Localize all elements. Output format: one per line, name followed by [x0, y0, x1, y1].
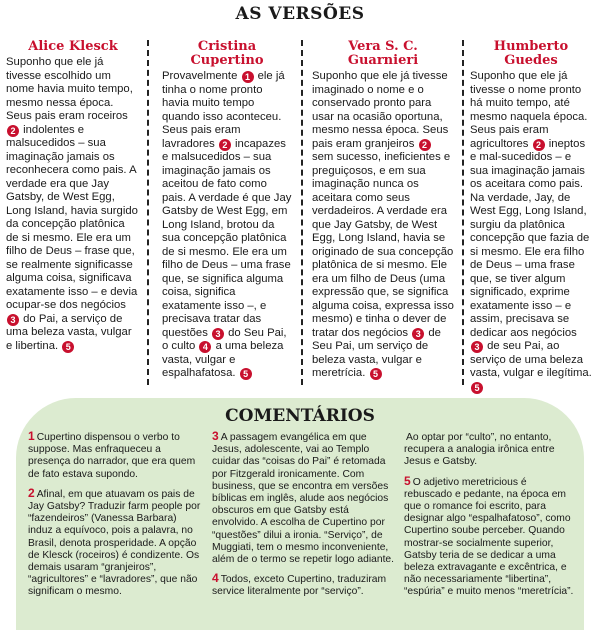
comment-item: Ao optar por “culto”, no entanto, recupera a analogia irônica entre Jesus e Gatsby. [404, 432, 555, 468]
note-marker-3: 3 [212, 328, 224, 340]
version-text: Provavelmente 1 ele já tinha o nome pronto havia muito tempo quando isso aconteceu. Seus pais eram lavradores 2 incapazes e malsucedidos – sua imaginação jamais os aceitou de fato como pais. A verdade é que Jay Gatsby de West Egg, em Long Island, brotou da sua concepção platônica de si mesmo. Ele era um filho de Deus – uma frase que, se significa alguma coisa, significa exatamente isso –, e precisava tratar das questões 3 do Seu Pai, o culto 4 a uma beleza vasta, vulgar e espalhafatosa. 5 [162, 70, 292, 379]
note-marker-3: 3 [7, 314, 19, 326]
translator-name: Humberto Guedes [493, 39, 569, 68]
version-column-cupertino [162, 40, 292, 381]
version-column-guedes [470, 40, 592, 394]
note-marker-3: 3 [412, 328, 424, 340]
translator-name: Vera S. C. Guarnieri [347, 39, 419, 68]
note-marker-4: 4 [199, 341, 211, 353]
note-marker-5: 5 [471, 382, 483, 394]
note-marker-2: 2 [533, 139, 545, 151]
version-text: Suponho que ele já tivesse imaginado o nome e o conservado pronto para usar na ocasião oportuna, mesmo nessa época. Seus pais eram granjeiros 2 sem sucesso, ineficientes e preguiçosos, e em sua imaginação nunca os aceitara como seus verdadeiros. A verdade era que Jay Gatsby, de West Egg, Long Island, havia se originado de sua concepção platônica de si mesmo. Ele era um filho de Deus (uma expressão que, se significa alguma coisa, expressa isso mesmo) e tinha o dever de tratar dos negócios 3 de Seu Pai, um serviço de beleza vasta, vulgar e meretrícia. 5 [312, 70, 454, 379]
comment-item: 5 O adjetivo meretricious é rebuscado e pedante, na época em que o romance foi escrito, para designar algo “espalhafatoso”, como Cupertino soube perceber. Quando mostrar-se socialmente superior, Gatsby teria de se dedicar a uma beleza extravagante e excêntrica, e não necessariamente “libertina”, “espúria” e muito menos “meretrícia”. [404, 473, 574, 598]
column-divider [462, 40, 464, 385]
comments-column-3 [404, 430, 576, 605]
note-marker-2: 2 [7, 125, 19, 137]
version-text: Suponho que ele já tivesse escolhido um nome havia muito tempo, mesmo nessa época. Seus pais eram roceiros 2 indolentes e malsucedidos – sua imaginação jamais os reconhecera como pais. A verdade era que Jay Gatsby, de West Egg, Long Island, havia surgido da concepção platônica de si mesmo. Ele era um filho de Deus – frase que, se realmente significasse alguma coisa, significava exatamente isso – e devia ocupar-se dos negócios 3 do Pai, a serviço de uma beleza vasta, vulgar e libertina. 5 [6, 56, 138, 352]
comment-item: 1 Cupertino dispensou o verbo to suppose. Mas enfraqueceu a presença do narrador, que era quem de fato estava supondo. [28, 429, 196, 480]
version-column-klesck [6, 40, 140, 353]
note-marker-2: 2 [219, 139, 231, 151]
translator-name: Cristina Cupertino [190, 39, 264, 68]
version-text: Suponho que ele já tivesse o nome pronto há muito tempo, até mesmo naquela época. Seus pais eram agricultores 2 ineptos e mal-sucedidos – e sua imaginação jamais os aceitara como pais. Na verdade, Jay, de West Egg, Long Island, surgiu da platônica concepção que fazia de si mesmo. Ele era filho de Deus – uma frase que, se tiver algum significado, exprime exatamente isso – e assim, precisava se dedicar aos negócios 3 de seu Pai, ao serviço de uma beleza vasta, vulgar e ilegítima. 5 [470, 70, 592, 393]
note-marker-2: 2 [419, 139, 431, 151]
note-marker-3: 3 [471, 341, 483, 353]
translator-name: Alice Klesck [28, 39, 118, 54]
comment-item: 4 Todos, exceto Cupertino, traduziram service literalmente por “serviço”. [212, 571, 387, 598]
comments-column-2 [212, 430, 396, 605]
column-divider [147, 40, 149, 385]
comments-panel [16, 398, 584, 630]
note-marker-5: 5 [240, 368, 252, 380]
column-divider [301, 40, 303, 385]
note-marker-5: 5 [62, 341, 74, 353]
page-title: AS VERSÕES [235, 4, 365, 24]
comment-item: 3 A passagem evangélica em que Jesus, adolescente, vai ao Templo cuidar das “coisas do Pai” é retomada por Fitzgerald ironicamente. Com business, que se encontra em versões bíblicas em inglês, alude aos negócios obscuros em que Gatsby está envolvido. A escolha de Cupertino por “questões” dilui a ironia. “Serviço”, de Muggiati, tem o mesmo inconveniente, além de o termo se repetir logo adiante. [212, 429, 395, 566]
note-marker-5: 5 [370, 368, 382, 380]
comment-item: 2 Afinal, em que atuavam os pais de Jay Gatsby? Traduzir farm people por “fazendeiros” (Vanessa Barbara) induz a equívoco, pois a palavra, no Brasil, denota prosperidade. A opção de Klesck (roceiros) é condizente. Os demais usaram “granjeiros”, “agricultores” e “lavradores”, que não significam o mesmo. [28, 485, 201, 598]
note-marker-1: 1 [242, 71, 254, 83]
comments-title: COMENTÁRIOS [225, 406, 375, 426]
comments-column-1 [28, 430, 204, 605]
version-column-guarnieri [312, 40, 454, 381]
